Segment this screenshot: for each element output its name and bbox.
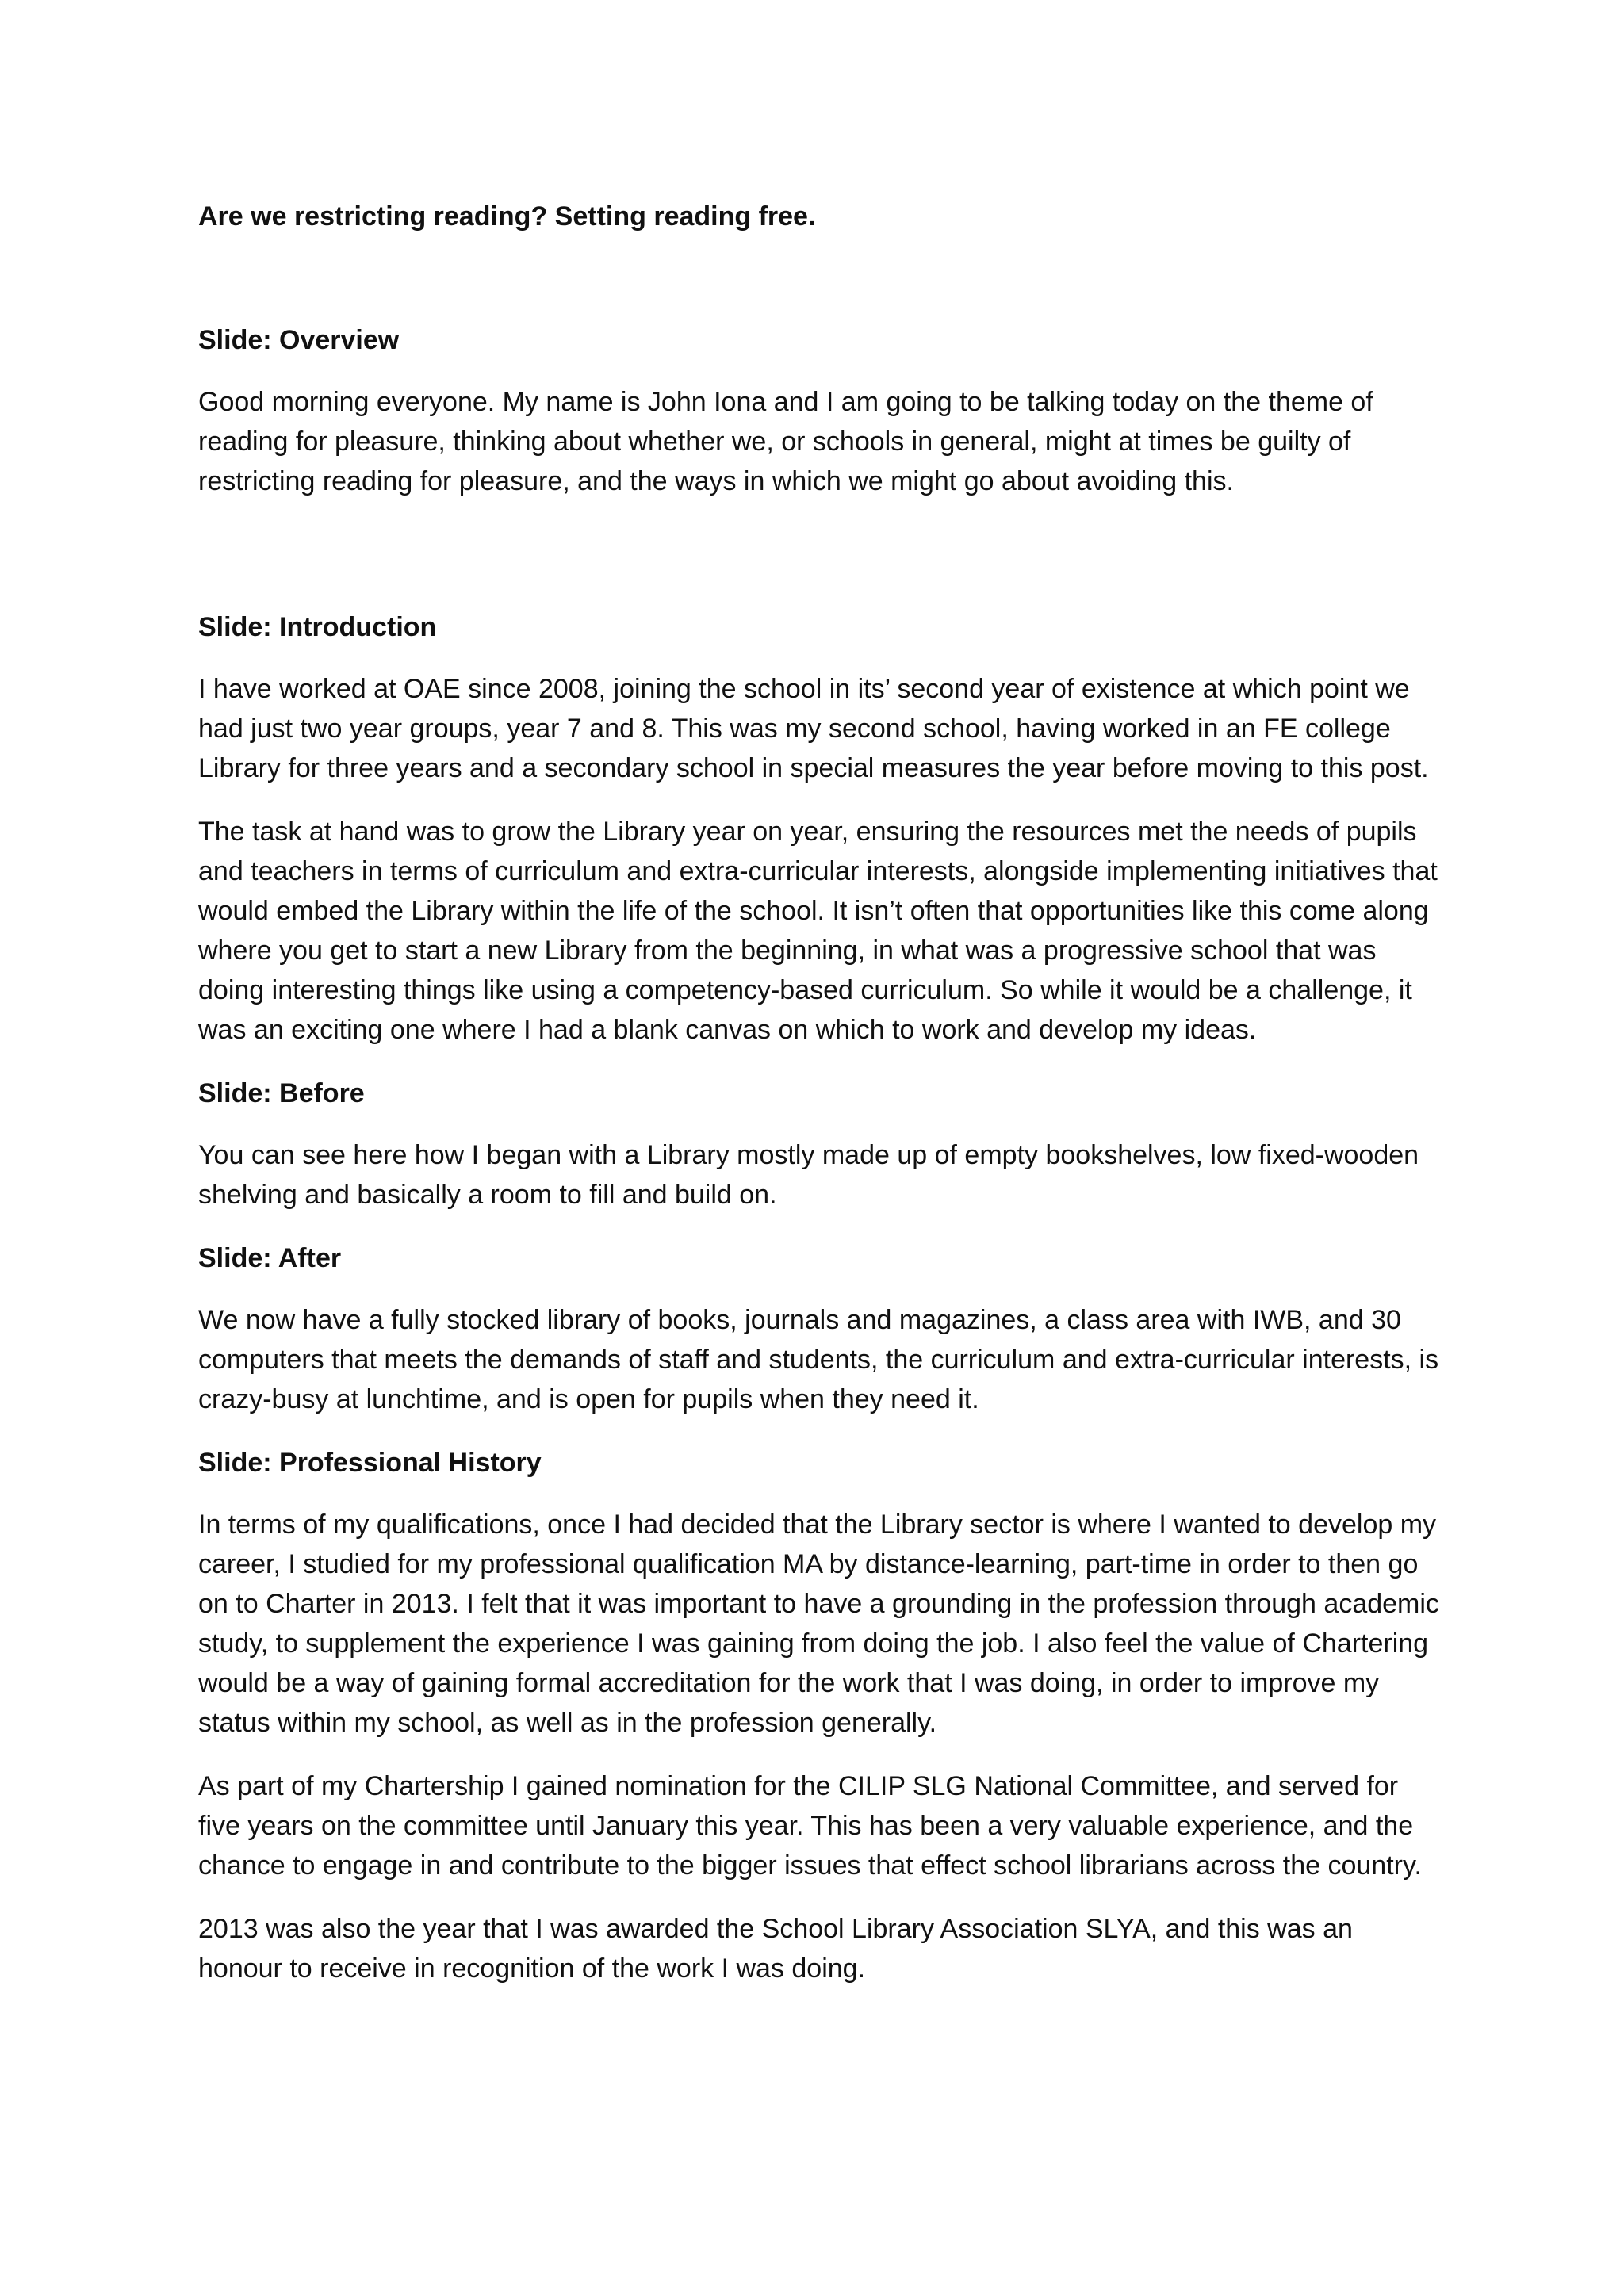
section-before: [198, 1073, 1443, 1215]
paragraph: I have worked at OAE since 2008, joining the school in its’ second year of existence at which point we had just two year groups, year 7 and 8. This was my second school, having worked in an FE college Library for three years and a secondary school in special measures the year before moving to this post.: [198, 674, 1429, 783]
document-title: Are we restricting reading? Setting reading free.: [198, 201, 816, 232]
paragraph: In terms of my qualifications, once I had decided that the Library sector is where I wanted to develop my career, I studied for my professional qualification MA by distance-learning, part-time in order to then go on to Charter in 2013. I felt that it was important to have a grounding in the profession through academic study, to supplement the experience I was gaining from doing the job. I also feel the value of Chartering would be a way of gaining formal accreditation for the work that I was doing, in order to improve my status within my school, as well as in the profession generally.: [198, 1510, 1439, 1738]
document-page: [198, 197, 1443, 1988]
section-heading: Slide: Introduction: [198, 612, 437, 642]
section-introduction: [198, 607, 1443, 1050]
paragraph: The task at hand was to grow the Library year on year, ensuring the resources met the needs of pupils and teachers in terms of curriculum and extra-curricular interests, alongside implementing initiatives that would embed the Library within the life of the school. It isn’t often that opportunities like this come along where you get to start a new Library from the beginning, in what was a progressive school that was doing interesting things like using a competency-based curriculum. So while it would be a challenge, it was an exciting one where I had a blank canvas on which to work and develop my ideas.: [198, 817, 1438, 1045]
paragraph: As part of my Chartership I gained nomination for the CILIP SLG National Committee, and served for five years on the committee until January this year. This has been a very valuable experience, and the chance to engage in and contribute to the bigger issues that effect school librarians across the country.: [198, 1771, 1422, 1881]
section-heading: Slide: Overview: [198, 325, 400, 355]
section-after: [198, 1238, 1443, 1419]
paragraph: Good morning everyone. My name is John Iona and I am going to be talking today on the theme of reading for pleasure, thinking about whether we, or schools in general, might at times be guilty of restricting reading for pleasure, and the ways in which we might go about avoiding this.: [198, 387, 1373, 496]
section-professional-history: [198, 1443, 1443, 1988]
section-heading: Slide: Professional History: [198, 1448, 542, 1478]
section-overview: [198, 320, 1443, 501]
section-heading: Slide: Before: [198, 1078, 365, 1108]
paragraph: 2013 was also the year that I was awarded the School Library Association SLYA, and this was an honour to receive in recognition of the work I was doing.: [198, 1914, 1353, 1984]
paragraph: You can see here how I began with a Library mostly made up of empty bookshelves, low fixed-wooden shelving and basically a room to fill and build on.: [198, 1140, 1419, 1210]
section-heading: Slide: After: [198, 1243, 342, 1273]
paragraph: We now have a fully stocked library of books, journals and magazines, a class area with IWB, and 30 computers that meets the demands of staff and students, the curriculum and extra-curricular interests, is crazy-busy at lunchtime, and is open for pupils when they need it.: [198, 1305, 1439, 1414]
